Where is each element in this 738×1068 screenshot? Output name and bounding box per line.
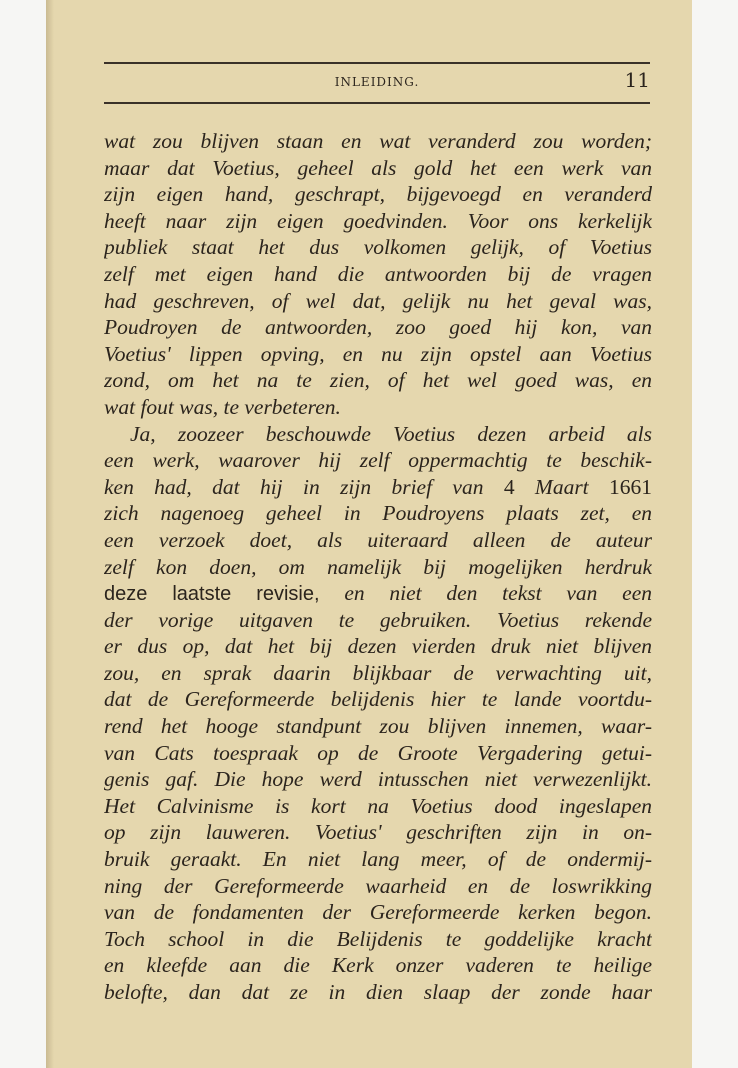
- book-page: [46, 0, 692, 1068]
- text-line: dat de Gereformeerde belijdenis hier te lande voortdu-: [104, 687, 652, 712]
- text-line: genis gaf. Die hope werd intusschen niet verwezenlijkt.: [104, 767, 652, 792]
- text-line: Poudroyen de antwoorden, zoo goed hij kon, van: [104, 315, 652, 340]
- page-number: 11: [624, 68, 650, 92]
- text-line: er dus op, dat het bij dezen vierden druk niet blijven: [104, 634, 652, 659]
- text-line: zijn eigen hand, geschrapt, bijgevoegd en veranderd: [104, 182, 652, 207]
- text-line: een werk, waarover hij zelf oppermachtig te beschik-: [104, 448, 652, 473]
- text-line: wat zou blijven staan en wat veranderd zou worden;: [104, 129, 652, 153]
- italic-text: en niet den tekst van een: [344, 581, 652, 606]
- text-line: van Cats toespraak op de Groote Vergadering getui-: [104, 740, 652, 765]
- paragraph-last-line: wat fout was, te verbeteren.: [104, 394, 341, 419]
- text-line: rend het hooge standpunt zou blijven innemen, waar-: [104, 714, 652, 739]
- header-rule-top: [104, 62, 650, 64]
- text-line: belofte, dan dat ze in dien slaap der zonde haar: [104, 980, 652, 1004]
- text-line-mixed: [104, 580, 652, 607]
- roman-text: deze laatste revisie,: [104, 583, 320, 606]
- text-line: van de fondamenten der Gereformeerde kerken begon.: [104, 900, 652, 925]
- text-line: Het Calvinisme is kort na Voetius dood ingeslapen: [104, 793, 652, 818]
- text-line: heeft naar zijn eigen goedvinden. Voor ons kerkelijk: [104, 208, 652, 233]
- date-line-text: ken had, dat hij in zijn brief van: [104, 474, 484, 499]
- text-line: publiek staat het dus volkomen gelijk, of Voetius: [104, 235, 652, 260]
- text-line: bruik geraakt. En niet lang meer, of de ondermij-: [104, 847, 652, 872]
- text-line: en kleefde aan die Kerk onzer vaderen te heilige: [104, 953, 652, 978]
- text-line: der vorige uitgaven te gebruiken. Voetius rekende: [104, 607, 652, 632]
- date-month: Maart: [534, 474, 589, 499]
- text-line: maar dat Voetius, geheel als gold het een werk van: [104, 155, 652, 180]
- text-line: zond, om het na te zien, of het wel goed was, en: [104, 368, 652, 393]
- text-line: zich nagenoeg geheel in Poudroyens plaats zet, en: [104, 501, 652, 526]
- text-line: een verzoek doet, als uiteraard alleen de auteur: [104, 527, 652, 552]
- text-line: had geschreven, of wel dat, gelijk nu het geval was,: [104, 288, 652, 313]
- date-day: 4: [503, 474, 515, 499]
- header-rule-bottom: [104, 102, 650, 104]
- text-line-with-date: [104, 474, 652, 501]
- paragraph-first-line: Ja, zoozeer beschouwde Voetius dezen arbeid als: [130, 421, 652, 446]
- date-year: 1661: [609, 474, 652, 499]
- text-line: Toch school in die Belijdenis te goddelijke kracht: [104, 926, 652, 951]
- text-line: zelf kon doen, om namelijk bij mogelijken herdruk: [104, 554, 652, 579]
- text-line: zelf met eigen hand die antwoorden bij de vragen: [104, 261, 652, 286]
- text-line: ning der Gereformeerde waarheid en de loswrikking: [104, 873, 652, 898]
- text-line: op zijn lauweren. Voetius' geschriften zijn in on-: [104, 820, 652, 845]
- text-line: zou, en sprak daarin blijkbaar de verwachting uit,: [104, 660, 652, 685]
- body-text: [104, 128, 652, 1006]
- running-title: INLEIDING.: [334, 75, 420, 89]
- text-line: Voetius' lippen opving, en nu zijn opstel aan Voetius: [104, 341, 652, 366]
